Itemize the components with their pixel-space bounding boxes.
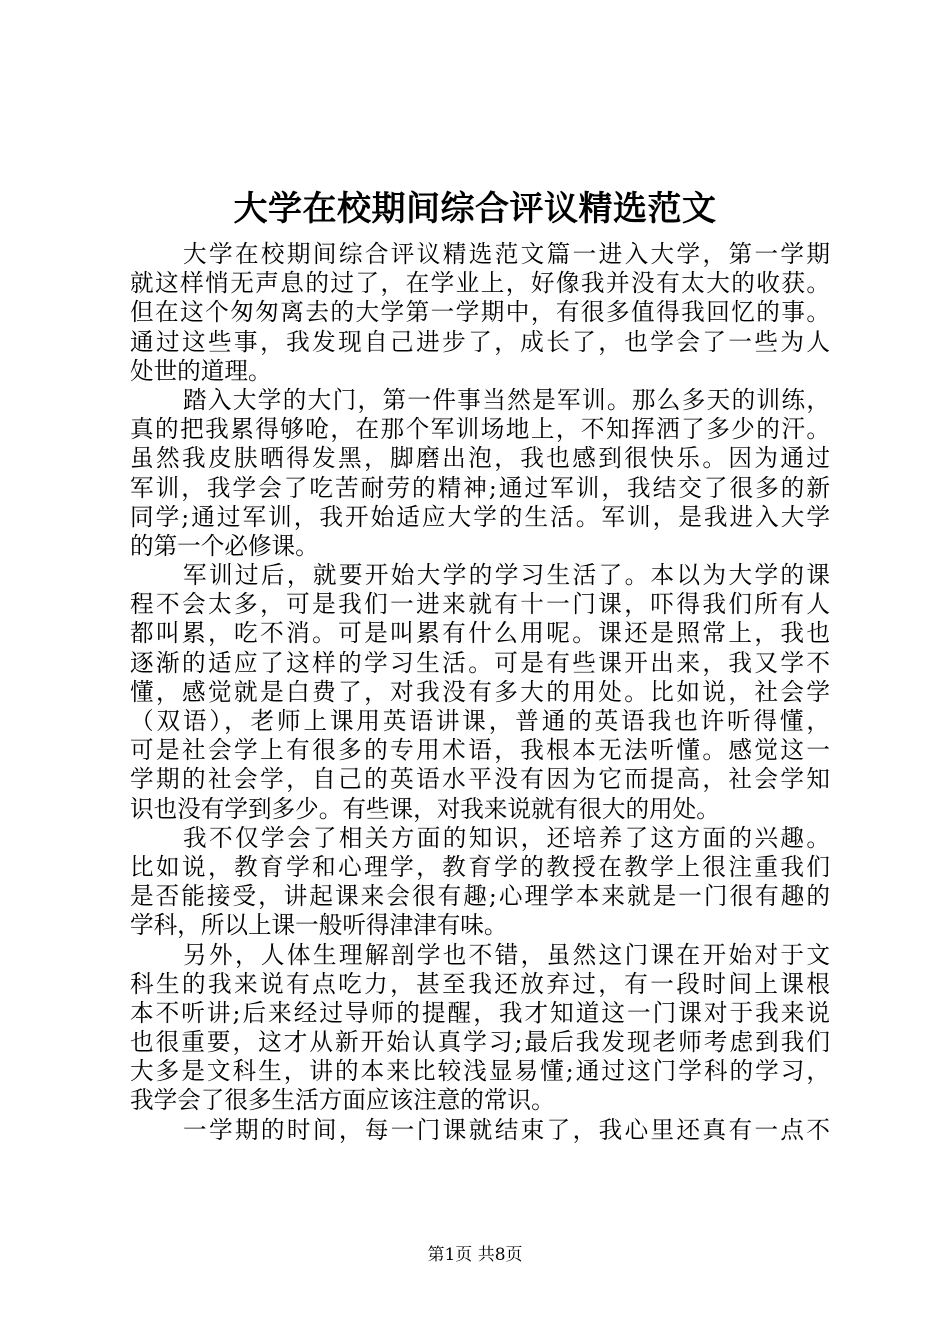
paragraph <box>130 941 830 1116</box>
paragraph-line: 本不听讲;后来经过导师的提醒，我才知道这一门课对于我来说 <box>130 998 830 1027</box>
paragraph-line: 比如说，教育学和心理学，教育学的教授在教学上很注重我们 <box>130 852 830 881</box>
paragraph-line: 学科，所以上课一般听得津津有味。 <box>130 911 508 940</box>
paragraph-line: 科生的我来说有点吃力，甚至我还放弃过，有一段时间上课根 <box>130 969 830 998</box>
paragraph <box>130 824 830 941</box>
paragraph-line: 就这样悄无声息的过了，在学业上，好像我并没有太大的收获。 <box>130 269 830 298</box>
paragraph-line: 军训，我学会了吃苦耐劳的精神;通过军训，我结交了很多的新 <box>130 473 830 502</box>
paragraph-line: 学期的社会学，自己的英语水平没有因为它而提高，社会学知 <box>130 765 830 794</box>
paragraph-line: 识也没有学到多少。有些课，对我来说就有很大的用处。 <box>130 794 720 823</box>
paragraph-line: 但在这个匆匆离去的大学第一学期中，有很多值得我回忆的事。 <box>130 298 830 327</box>
paragraph-line: 踏入大学的大门，第一件事当然是军训。那么多天的训练， <box>183 385 830 414</box>
paragraph-line: 我学会了很多生活方面应该注意的常识。 <box>130 1086 555 1115</box>
paragraph <box>130 386 830 561</box>
paragraph-line: 真的把我累得够呛，在那个军训场地上，不知挥洒了多少的汗。 <box>130 415 830 444</box>
paragraph-line: 的第一个必修课。 <box>130 531 319 560</box>
paragraph-line: 一学期的时间，每一门课就结束了，我心里还真有一点不 <box>183 1115 830 1144</box>
paragraph-line: 懂，感觉就是白费了，对我没有多大的用处。比如说，社会学 <box>130 677 830 706</box>
document-title: 大学在校期间综合评议精选范文 <box>233 189 717 229</box>
paragraph-line: 军训过后，就要开始大学的学习生活了。本以为大学的课 <box>183 561 830 590</box>
page-number-footer: 第1页 共8页 <box>427 1245 523 1265</box>
paragraph-line: 通过这些事，我发现自己进步了，成长了，也学会了一些为人 <box>130 327 830 356</box>
paragraph-line: 都叫累，吃不消。可是叫累有什么用呢。课还是照常上，我也 <box>130 619 830 648</box>
paragraph-line: 同学;通过军训，我开始适应大学的生活。军训，是我进入大学 <box>130 502 830 531</box>
paragraph-line: 大多是文科生，讲的本来比较浅显易懂;通过这门学科的学习， <box>130 1057 830 1086</box>
paragraph <box>130 240 830 386</box>
paragraph-line: （双语），老师上课用英语讲课，普通的英语我也许听得懂， <box>130 707 830 735</box>
paragraph-line: 也很重要，这才从新开始认真学习;最后我发现老师考虑到我们 <box>130 1028 830 1057</box>
paragraph <box>130 561 830 824</box>
document-body <box>130 240 830 1145</box>
paragraph-line: 是否能接受，讲起课来会很有趣;心理学本来就是一门很有趣的 <box>130 882 830 911</box>
paragraph <box>130 1116 830 1145</box>
paragraph-line: 处世的道理。 <box>130 356 272 385</box>
paragraph-line: 可是社会学上有很多的专用术语，我根本无法听懂。感觉这一 <box>130 736 830 765</box>
paragraph-line: 另外，人体生理解剖学也不错，虽然这门课在开始对于文 <box>183 940 830 969</box>
paragraph-line: 程不会太多，可是我们一进来就有十一门课，吓得我们所有人 <box>130 590 830 619</box>
paragraph-line: 虽然我皮肤晒得发黑，脚磨出泡，我也感到很快乐。因为通过 <box>130 444 830 473</box>
paragraph-line: 逐渐的适应了这样的学习生活。可是有些课开出来，我又学不 <box>130 648 830 677</box>
paragraph-line: 我不仅学会了相关方面的知识，还培养了这方面的兴趣。 <box>183 823 830 852</box>
paragraph-line: 大学在校期间综合评议精选范文篇一进入大学，第一学期 <box>183 240 830 268</box>
